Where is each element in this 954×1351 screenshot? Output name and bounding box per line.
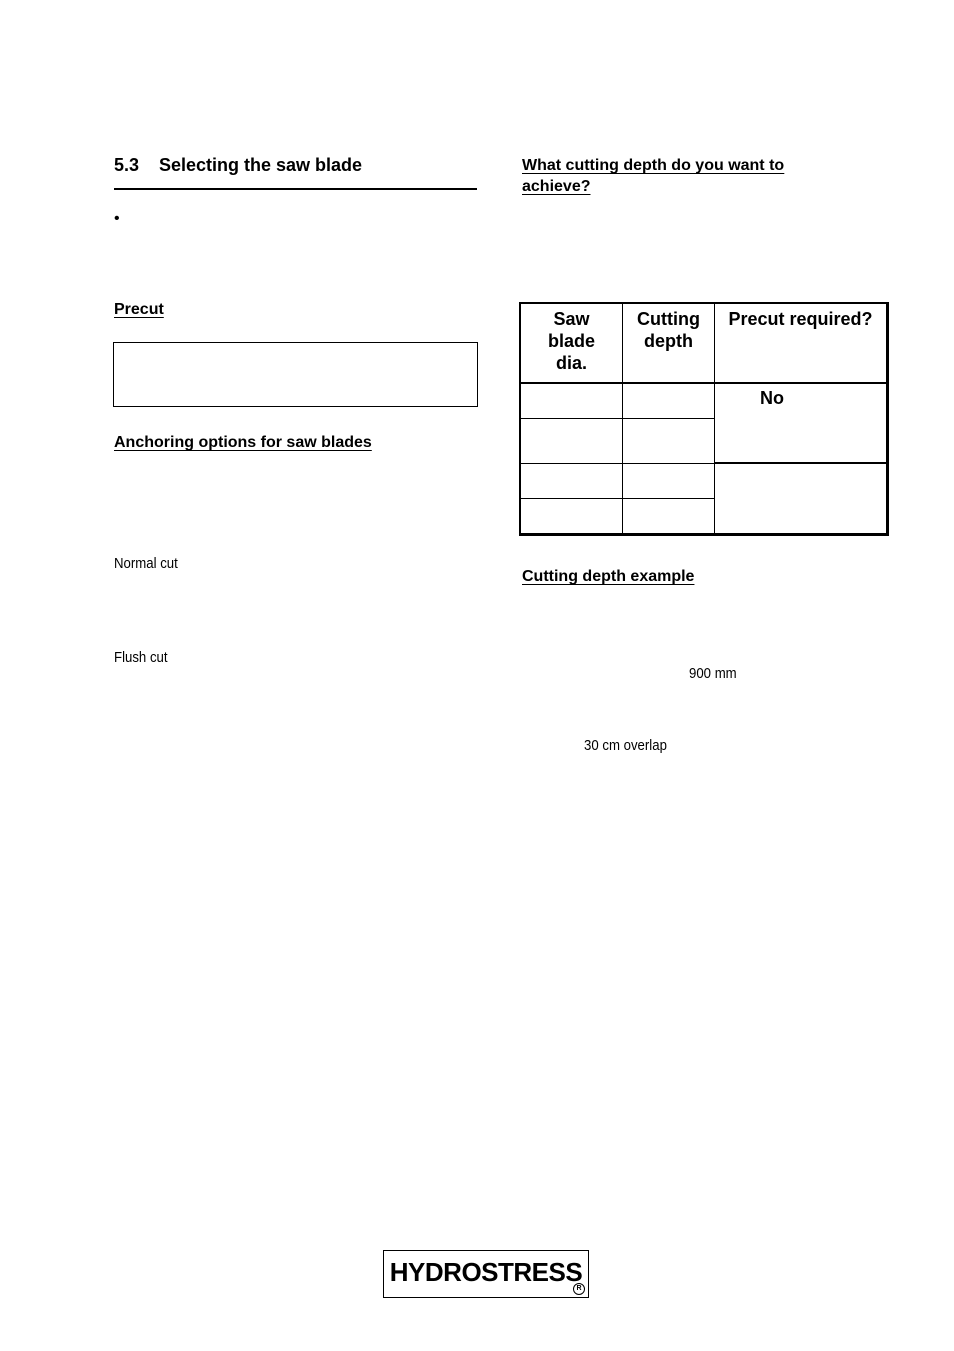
header-cutting-depth	[623, 308, 714, 352]
precut-heading: Precut	[114, 301, 164, 318]
table-row-divider-1	[519, 418, 715, 419]
precut-no-cell: No	[760, 388, 784, 408]
note-box	[113, 342, 478, 407]
bullet-point: •	[114, 210, 120, 227]
header-dia-text: dia.	[555, 353, 587, 373]
anchoring-heading: Anchoring options for saw blades	[114, 434, 372, 451]
header-precut-required: Precut required?	[728, 309, 873, 329]
section-rule	[114, 188, 477, 190]
normal-cut-label: Normal cut	[114, 555, 178, 572]
header-saw-text: Saw	[553, 309, 590, 329]
header-depth-text: depth	[644, 331, 693, 351]
overlap-label: 30 cm overlap	[584, 737, 667, 754]
header-cutting-text: Cutting	[637, 309, 700, 329]
cutting-depth-example-heading: Cutting depth example	[522, 568, 695, 585]
section-title: Selecting the saw blade	[159, 155, 363, 175]
question-line-2: achieve?	[522, 178, 591, 195]
header-blade-text: blade	[547, 331, 595, 351]
hydrostress-logo	[383, 1250, 589, 1298]
section-heading	[114, 155, 362, 176]
table-border-right	[886, 302, 889, 535]
table-row-divider-2	[519, 463, 715, 464]
table-border-top	[519, 302, 889, 304]
registered-mark-icon: R	[573, 1283, 585, 1295]
table-row-divider-3	[519, 498, 715, 499]
dimension-label: 900 mm	[689, 665, 737, 682]
table-header-rule	[519, 382, 889, 384]
table-row-divider-precut	[715, 462, 887, 464]
cutting-depth-question	[522, 155, 822, 197]
header-saw-blade-dia	[521, 308, 622, 374]
saw-blade-table	[519, 302, 889, 535]
flush-cut-label: Flush cut	[114, 649, 168, 666]
logo-wordmark: HYDROSTRESS	[389, 1257, 583, 1287]
table-border-bottom	[519, 533, 889, 536]
question-line-1: What cutting depth do you want to	[522, 157, 785, 174]
section-number: 5.3	[114, 155, 140, 175]
